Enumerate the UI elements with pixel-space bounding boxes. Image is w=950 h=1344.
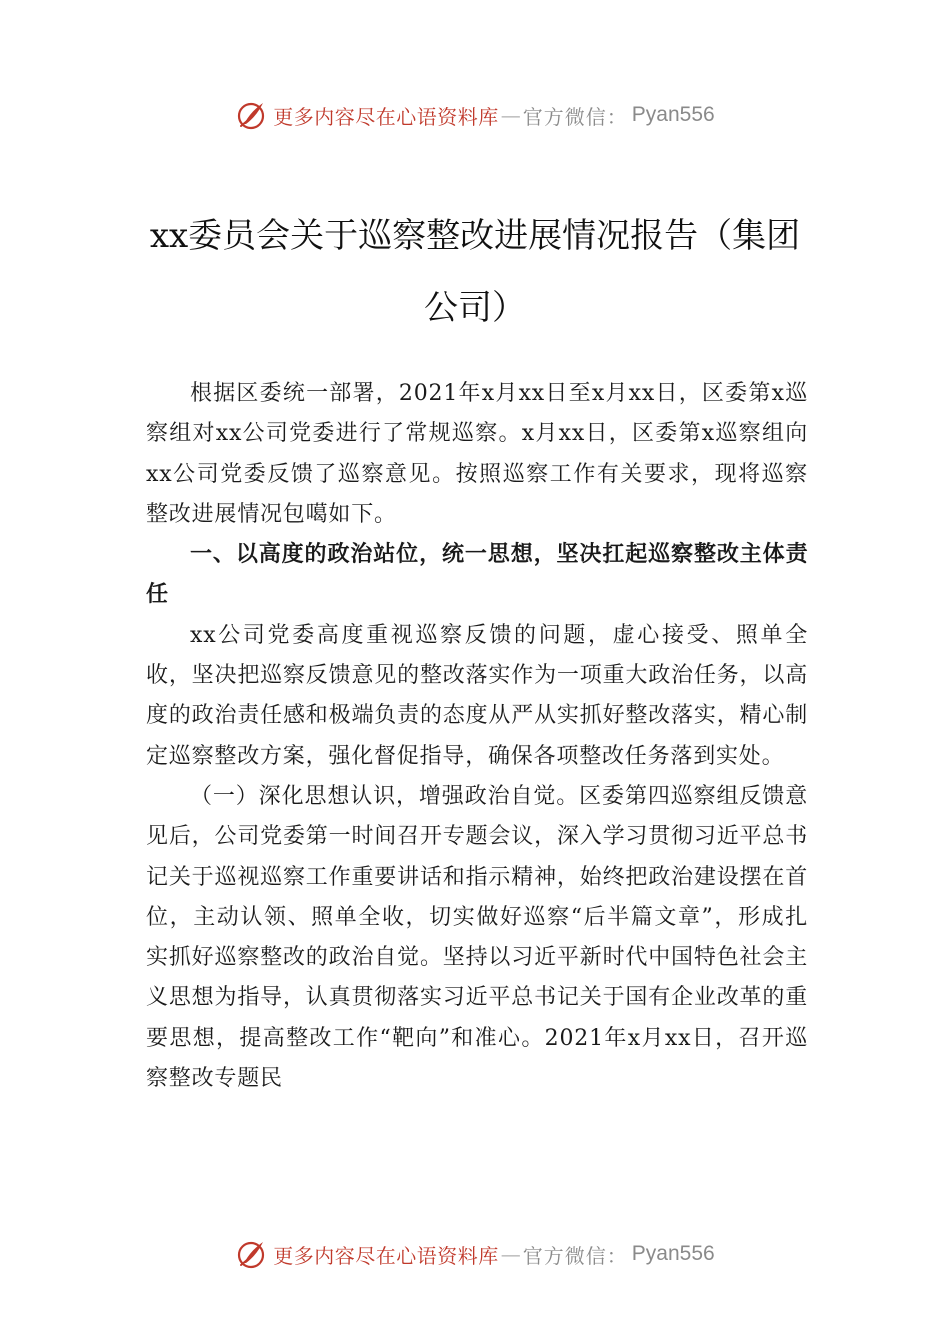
document-title: xx委员会关于巡察整改进展情况报告（集团公司） bbox=[149, 216, 801, 328]
paragraph-section-1: xx公司党委高度重视巡察反馈的问题，虚心接受、照单全收，坚决把巡察反馈意见的整改落实作为一项重大政治任务，以高度的政治责任感和极端负责的态度从严从实抓好整改落实，精心制定巡察整改方案，强化督促指导，确保各项整改任务落到实处。 bbox=[146, 622, 808, 769]
header-banner[interactable] bbox=[0, 95, 950, 135]
banner-separator: — bbox=[500, 103, 521, 127]
document-body bbox=[146, 374, 808, 1099]
banner-wechat-id: Pyan556 bbox=[631, 1242, 715, 1265]
footer-banner[interactable] bbox=[0, 1234, 950, 1274]
quill-logo-icon bbox=[235, 99, 267, 131]
paragraph-intro: 根据区委统一部署，2021年x月xx日至x月xx日，区委第x巡察组对xx公司党委进行了常规巡察。x月xx日，区委第x巡察组向xx公司党委反馈了巡察意见。按照巡察工作有关要求，现将巡察整改进展情况包噶如下。 bbox=[146, 381, 808, 527]
section-heading-1: 一、以高度的政治站位，统一思想，坚决扛起巡察整改主体责任 bbox=[146, 542, 808, 608]
banner-site-name: 更多内容尽在心语资料库 bbox=[273, 1243, 499, 1268]
paragraph-subsection-1: （一）深化思想认识，增强政治自觉。区委第四巡察组反馈意见后，公司党委第一时间召开专题会议，深入学习贯彻习近平总书记关于巡视巡察工作重要讲话和指示精神，始终把政治建设摆在首位，主动认领、照单全收，切实做好巡察“后半篇文章”，形成扎实抓好巡察整改的政治自觉。坚持以习近平新时代中国特色社会主义思想为指导，认真贯彻落实习近平总书记关于国有企业改革的重要思想，提高整改工作“靶向”和准心。2021年x月xx日，召开巡察整改专题民 bbox=[146, 783, 808, 1092]
banner-wechat-label: 官方微信： bbox=[522, 1243, 628, 1268]
banner-site-name: 更多内容尽在心语资料库 bbox=[273, 104, 499, 129]
banner-separator: — bbox=[500, 1242, 521, 1266]
banner-wechat-label: 官方微信： bbox=[522, 104, 628, 129]
banner-wechat-id: Pyan556 bbox=[631, 103, 715, 126]
quill-logo-icon bbox=[235, 1238, 267, 1270]
